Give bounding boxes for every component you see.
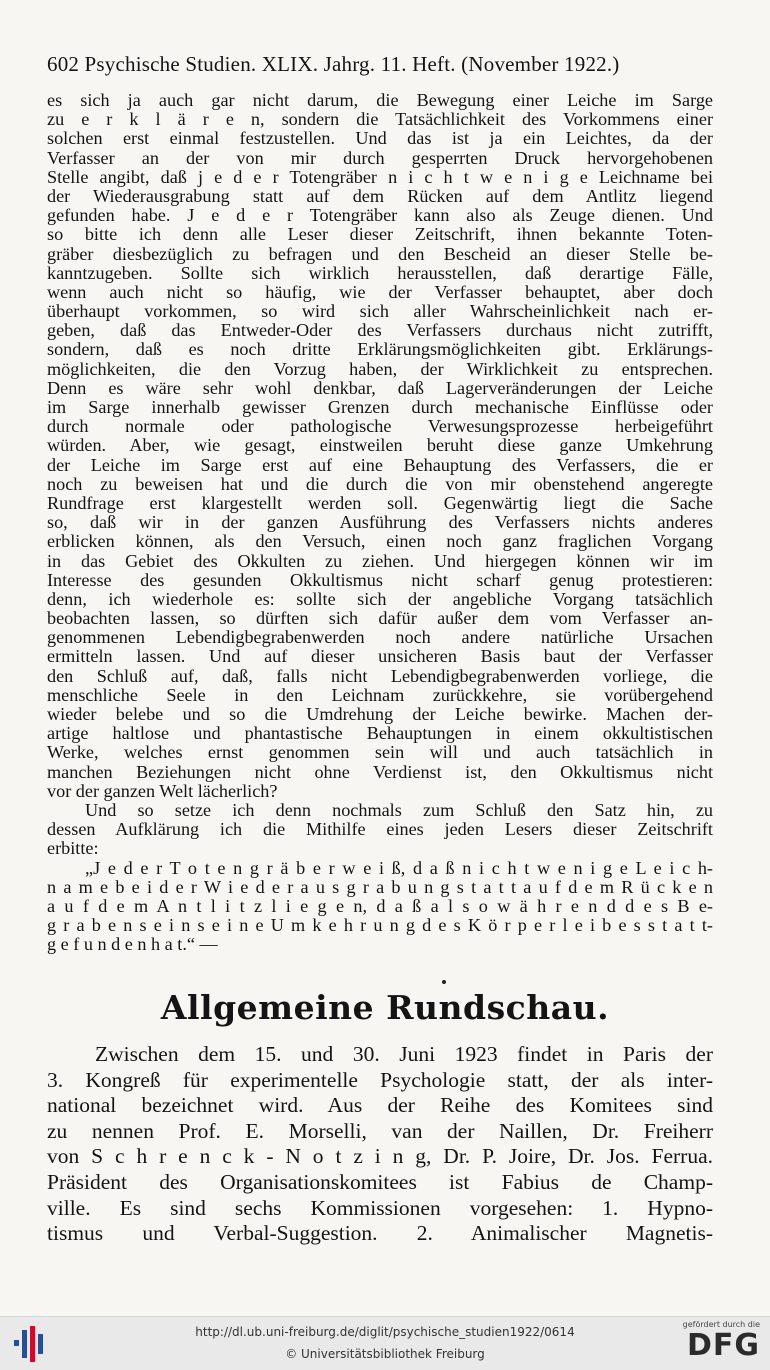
dfg-logo-block[interactable] — [678, 1320, 760, 1368]
quote-line: „J e d e r T o t e n g r ä b e r w e i ß, d a ß n i c h t w e n i g e L e i c h- — [85, 858, 713, 878]
text-line: in das Gebiet des Okkulten zu ziehen. Und hiergegen können wir im — [47, 551, 713, 571]
text-line: erbitte: — [47, 839, 99, 859]
text-line: tismus und Verbal-Suggestion. 2. Animalischer Magnetis- — [47, 1221, 713, 1246]
separator-dot — [442, 980, 446, 984]
text-line: vor der ganzen Welt lächerlich? — [47, 781, 278, 801]
text-line: Präsident des Organisationskomitees ist Fabius de Champ- — [47, 1169, 713, 1194]
text-line: Und so setze ich denn nochmals zum Schluß den Satz hin, zu — [85, 800, 713, 820]
text-line: erblicken können, als den Versuch, einen noch ganz fraglichen Vorgang — [47, 532, 713, 552]
text-line: zu nennen Prof. E. Morselli, van der Naillen, Dr. Freiherr — [47, 1118, 713, 1143]
text-line: wieder belebe und so die Umdrehung der Leiche bewirke. Machen der- — [47, 705, 713, 724]
text-line: der Leiche im Sarge erst auf eine Behauptung des Verfassers, die er — [47, 455, 713, 475]
permalink-url[interactable]: http://dl.ub.uni-freiburg.de/diglit/psychische_studien1922/0614 — [195, 1325, 575, 1339]
text-line: Verfasser an der von mir durch gesperrten Druck hervorgehobenen — [47, 148, 713, 168]
text-line: Denn es wäre sehr wohl denkbar, daß Lagerveränderungen der Leiche — [47, 378, 713, 398]
text-line: durch normale oder pathologische Verwesungsprozesse herbeigeführt — [47, 417, 713, 437]
text-line: ermitteln lassen. Und auf dieser unsicheren Basis baut der Verfasser — [47, 647, 713, 667]
text-line: manchen Beziehungen nicht ohne Verdienst ist, den Okkultismus nicht — [47, 762, 713, 782]
text-line: denn, ich wiederhole es: sollte sich der angebliche Vorgang tatsächlich — [47, 589, 713, 609]
text-line: solchen erst einmal festzustellen. Und das ist ja ein Leichtes, da der — [47, 129, 713, 149]
text-line: Rundfrage erst klargestellt werden soll. Gegenwärtig liegt die Sache — [47, 493, 713, 513]
text-line: der Wiederausgrabung statt auf dem Rücken auf dem Antlitz liegend — [47, 186, 713, 206]
text-line: gräber diesbezüglich zu befragen und den Bescheid an dieser Stelle be- — [47, 244, 713, 264]
text-line: wenn auch nicht so häufig, wie der Verfasser behauptet, aber doch — [47, 282, 713, 302]
text-line: überhaupt vorkommen, so wird sich aller Wahrscheinlichkeit nach er- — [47, 302, 713, 322]
viewer-footer — [0, 1316, 770, 1370]
page-header: 602 Psychische Studien. XLIX. Jahrg. 11. Heft. (November 1922.) — [47, 52, 620, 76]
text-line: ville. Es sind sechs Kommissionen vorgesehen: 1. Hypno- — [47, 1195, 713, 1220]
text-line: kanntzugeben. Sollte sich wirklich herausstellen, daß derartige Fälle, — [47, 263, 713, 283]
section-heading: Allgemeine Rundschau. — [160, 988, 610, 1027]
text-line: sondern, daß es noch dritte Erklärungsmöglichkeiten gibt. Erklärungs- — [47, 340, 713, 360]
text-line: noch zu beweisen hat und die durch die von mir obenstehend angeregte — [47, 474, 713, 494]
rundschau-body — [47, 1042, 713, 1247]
text-line: im Sarge innerhalb gewisser Grenzen durch mechanische Einflüsse oder — [47, 398, 713, 417]
text-line: würden. Aber, wie gesagt, einstweilen beruht diese ganze Umkehrung — [47, 436, 713, 456]
quote-line: a u f d e m A n t l i t z l i e g e n, d a ß a l s o w ä h r e n d d e s B e- — [47, 896, 713, 916]
text-line: Werke, welches ernst genommen sein will und auch tatsächlich in — [47, 743, 713, 763]
text-line: möglichkeiten, die den Vorzug haben, der Wirklichkeit zu entsprechen. — [47, 359, 713, 379]
quote-line: g e f u n d e n h a t.“ — — [47, 935, 218, 955]
text-line: es sich ja auch gar nicht darum, die Bewegung einer Leiche im Sarge — [47, 91, 713, 110]
text-line: von S c h r e n c k - N o t z i n g, Dr. P. Joire, Dr. Jos. Ferrua. — [47, 1144, 713, 1169]
quote-line: g r a b e n s e i n s e i n e U m k e h r u n g d e s K ö r p e r l e i b e s s t a t t- — [47, 916, 713, 936]
text-line: menschliche Seele in den Leichnam zurückkehre, sie vorübergehend — [47, 685, 713, 705]
text-line: dessen Aufklärung ich die Mithilfe eines jeden Lesers dieser Zeitschrift — [47, 820, 713, 840]
text-line: genommenen Lebendigbegrabenwerden noch andere natürliche Ursachen — [47, 628, 713, 648]
text-line: zu e r k l ä r e n, sondern die Tatsächlichkeit des Vorkommens einer — [47, 110, 713, 130]
text-line: so, daß wir in der ganzen Ausführung des Verfassers nichts anderes — [47, 513, 713, 533]
text-line: den Schluß auf, daß, falls nicht Lebendigbegrabenwerden vorliege, die — [47, 666, 713, 686]
text-line: artige haltlose und phantastische Behauptungen in einem okkultistischen — [47, 724, 713, 744]
copyright-notice: © Universitätsbibliothek Freiburg — [285, 1347, 485, 1361]
text-line: Zwischen dem 15. und 30. Juni 1923 findet in Paris der — [95, 1042, 713, 1066]
article-body — [47, 91, 713, 954]
text-line: 3. Kongreß für experimentelle Psychologie statt, der als inter- — [47, 1067, 713, 1092]
dfg-caption: gefördert durch die — [682, 1320, 760, 1329]
text-line: national bezeichnet wird. Aus der Reihe des Komitees sind — [47, 1093, 713, 1118]
text-line: gefunden habe. J e d e r Totengräber kann also als Zeuge dienen. Und — [47, 206, 713, 226]
text-line: so bitte ich denn alle Leser dieser Zeitschrift, ihnen bekannte Toten- — [47, 225, 713, 245]
dfg-logo: DFG — [686, 1328, 760, 1363]
text-line: geben, daß das Entweder-Oder des Verfassers durchaus nicht zutrifft, — [47, 321, 713, 341]
text-line: beobachten lassen, so dürften sich dafür außer dem vom Verfasser an- — [47, 609, 713, 629]
text-line: Stelle angibt, daß j e d e r Totengräber n i c h t w e n i g e Leichname bei — [47, 167, 713, 187]
text-line: Interesse des gesunden Okkultismus nicht scharf genug protestieren: — [47, 570, 713, 590]
quote-line: n a m e b e i d e r W i e d e r a u s g r a b u n g s t a t t a u f d e m R ü c k e n — [47, 877, 713, 897]
